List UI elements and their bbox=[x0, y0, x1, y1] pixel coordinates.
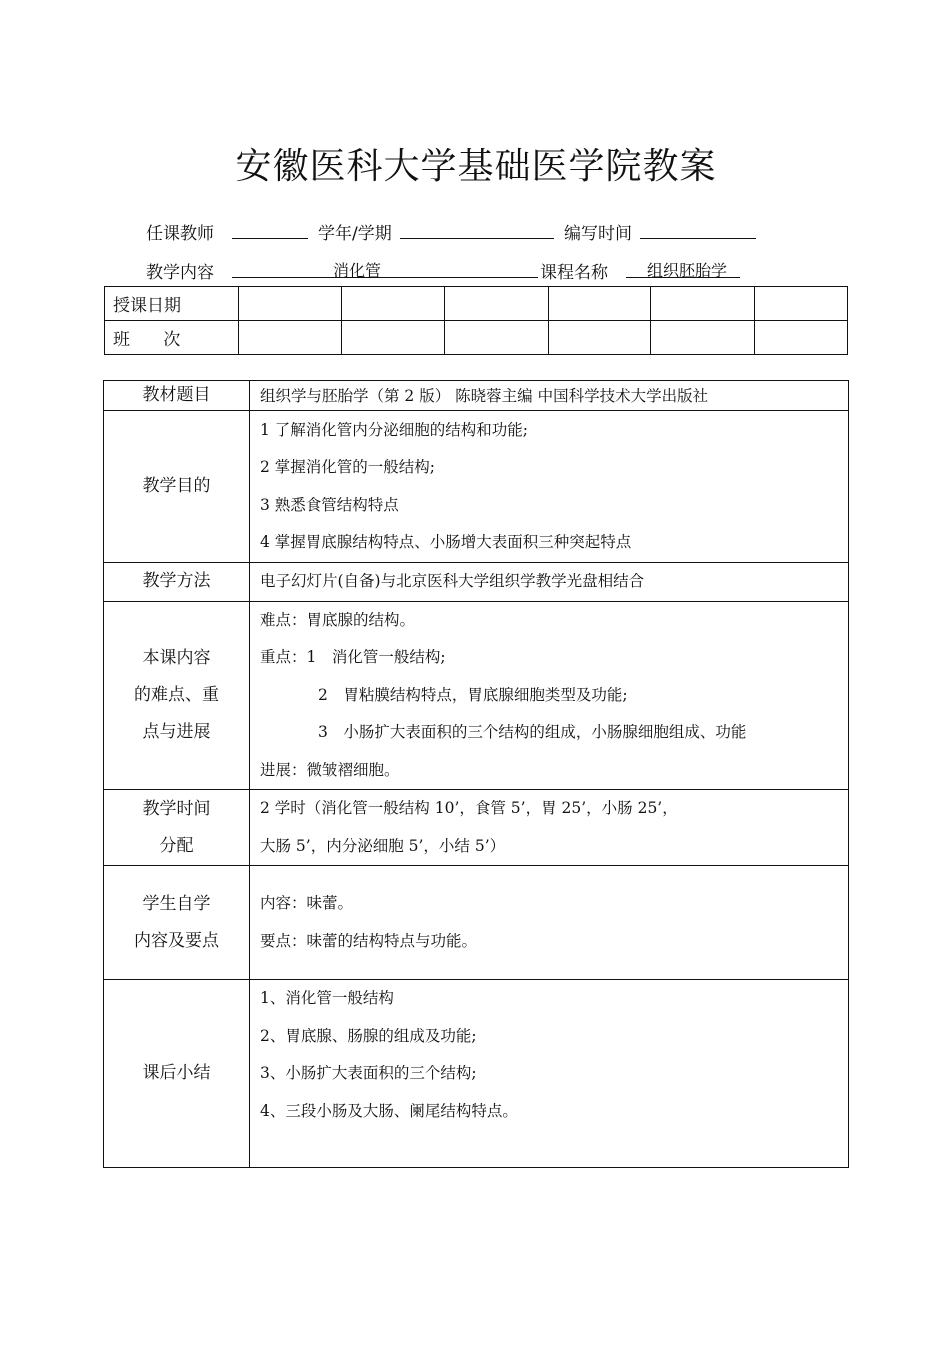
objective-item: 2 掌握消化管的一般结构; bbox=[260, 458, 436, 476]
difficulty-text: 难点：胃底腺的结构。 bbox=[260, 610, 416, 629]
schedule-class-label: 班 次 bbox=[105, 321, 239, 355]
course-label: 课程名称 bbox=[540, 263, 608, 283]
schedule-date-cell bbox=[651, 287, 755, 321]
textbook-line: 组织学与胚胎学（第 2 版） 陈晓蓉主编 中国科学技术大学出版社 bbox=[260, 386, 709, 405]
textbook-row bbox=[104, 381, 849, 411]
objective-item: 4 掌握胃底腺结构特点、小肠增大表面积三种突起特点 bbox=[260, 533, 632, 551]
method-label: 教学方法 bbox=[104, 563, 250, 602]
time-allocation-row bbox=[104, 790, 849, 866]
lesson-plan-table bbox=[103, 380, 849, 1168]
time-allocation-label bbox=[104, 790, 250, 866]
summary-content bbox=[250, 980, 849, 1168]
page-title: 安徽医科大学基础医学院教案 bbox=[235, 146, 717, 187]
focus-item: 重点：1 消化管一般结构; bbox=[260, 648, 446, 666]
summary-item: 3、小肠扩大表面积的三个结构; bbox=[260, 1064, 477, 1082]
method-content bbox=[250, 563, 849, 602]
schedule-class-cell bbox=[651, 321, 755, 355]
self-study-row bbox=[104, 866, 849, 980]
summary-item: 1、消化管一般结构 bbox=[260, 989, 394, 1007]
course-value: 组织胚胎学 bbox=[646, 261, 727, 280]
key-points-content bbox=[250, 601, 849, 790]
content-value: 消化管 bbox=[332, 261, 381, 280]
progress-text: 进展：微皱褶细胞。 bbox=[260, 760, 400, 779]
self-study-line: 内容：味蕾。 bbox=[260, 894, 354, 912]
teacher-underline bbox=[232, 238, 308, 239]
key-points-label-line: 的难点、重 bbox=[134, 684, 219, 705]
schedule-date-row bbox=[105, 287, 848, 321]
summary-item: 4、三段小肠及大肠、阑尾结构特点。 bbox=[260, 1101, 518, 1120]
textbook-text bbox=[250, 381, 849, 411]
summary-item: 2、胃底腺、肠腺的组成及功能; bbox=[260, 1026, 477, 1045]
schedule-date-cell bbox=[445, 287, 549, 321]
focus-item: 3 小肠扩大表面积的三个结构的组成，小肠腺细胞组成、功能 bbox=[318, 723, 747, 741]
time-allocation-content bbox=[250, 790, 849, 866]
focus-item: 2 胃粘膜结构特点，胃底腺细胞类型及功能; bbox=[318, 685, 628, 704]
time-allocation-line: 2 学时（消化管一般结构 10’，食管 5’，胃 25’，小肠 25’， bbox=[260, 799, 678, 817]
year-term-label: 学年/学期 bbox=[318, 224, 392, 244]
time-allocation-label-line: 分配 bbox=[159, 835, 194, 856]
year-term-underline bbox=[400, 238, 554, 239]
content-label: 教学内容 bbox=[146, 263, 214, 283]
schedule-date-cell bbox=[342, 287, 445, 321]
objective-item: 3 熟悉食管结构特点 bbox=[260, 495, 399, 514]
self-study-label-line: 内容及要点 bbox=[134, 930, 219, 951]
schedule-class-cell bbox=[549, 321, 651, 355]
objectives-label: 教学目的 bbox=[104, 411, 250, 563]
self-study-content bbox=[250, 866, 849, 980]
objectives-row bbox=[104, 411, 849, 563]
schedule-table bbox=[104, 286, 848, 355]
key-points-label-line: 本课内容 bbox=[142, 647, 211, 668]
method-row bbox=[104, 563, 849, 602]
schedule-class-cell bbox=[342, 321, 445, 355]
time-allocation-line: 大肠 5’，内分泌细胞 5’，小结 5’） bbox=[260, 836, 506, 855]
write-time-label: 编写时间 bbox=[564, 224, 632, 244]
schedule-date-cell bbox=[755, 287, 848, 321]
summary-row bbox=[104, 980, 849, 1168]
teacher-label: 任课教师 bbox=[146, 224, 214, 244]
summary-label: 课后小结 bbox=[104, 980, 250, 1168]
textbook-label: 教材题目 bbox=[104, 381, 250, 411]
self-study-line: 要点：味蕾的结构特点与功能。 bbox=[260, 931, 478, 950]
schedule-class-row bbox=[105, 321, 848, 355]
schedule-date-cell bbox=[549, 287, 651, 321]
objectives-content bbox=[250, 411, 849, 563]
key-points-row bbox=[104, 601, 849, 790]
objective-item: 1 了解消化管内分泌细胞的结构和功能; bbox=[260, 420, 529, 439]
schedule-class-cell bbox=[445, 321, 549, 355]
write-time-underline bbox=[640, 238, 756, 239]
key-points-label bbox=[104, 601, 250, 790]
method-text: 电子幻灯片(自备)与北京医科大学组织学教学光盘相结合 bbox=[260, 572, 645, 590]
self-study-label bbox=[104, 866, 250, 980]
schedule-class-cell bbox=[239, 321, 342, 355]
schedule-class-cell bbox=[755, 321, 848, 355]
time-allocation-label-line: 教学时间 bbox=[142, 798, 211, 819]
schedule-date-cell bbox=[239, 287, 342, 321]
key-points-label-line: 点与进展 bbox=[142, 721, 211, 742]
self-study-label-line: 学生自学 bbox=[142, 893, 211, 914]
schedule-date-label: 授课日期 bbox=[105, 287, 239, 321]
